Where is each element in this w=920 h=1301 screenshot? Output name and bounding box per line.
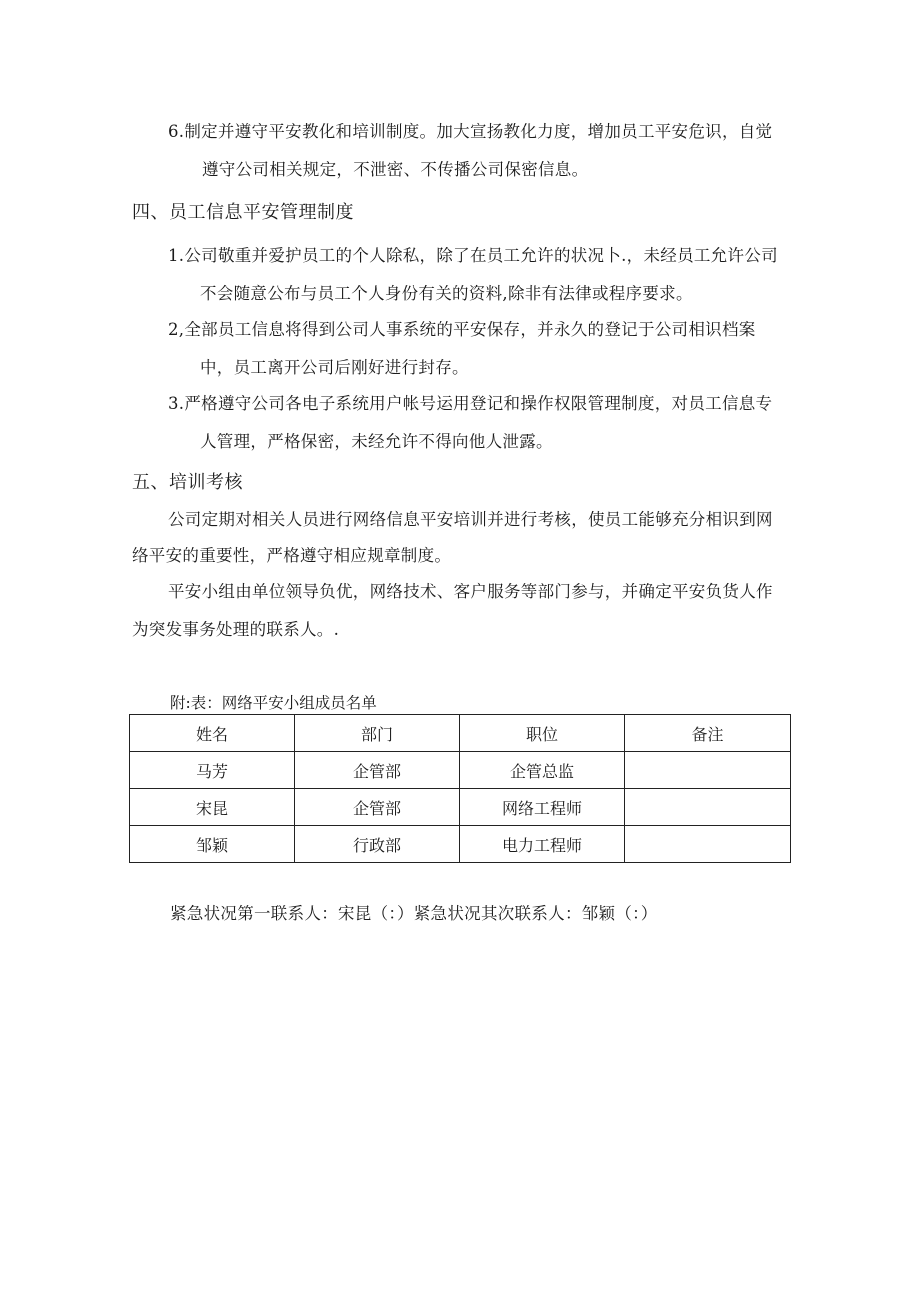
header-name: 姓名 — [130, 715, 295, 752]
table-row — [130, 826, 791, 863]
members-table — [129, 714, 791, 863]
section5-para1-line2: 络平安的重要性，严格遵守相应规章制度。 — [132, 546, 452, 565]
cell-name: 宋昆 — [130, 789, 295, 826]
cell-position: 企管总监 — [460, 752, 625, 789]
section4-item1-line2: 不会随意公布与员工个人身份有关的资料,除非有法律或程序要求。 — [200, 284, 693, 303]
header-remarks: 备注 — [625, 715, 791, 752]
cell-name: 马芳 — [130, 752, 295, 789]
section5-para1-line1: 公司定期对相关人员进行网络信息平安培训并进行考核，使员工能够充分相识到网 — [168, 510, 773, 529]
cell-position: 电力工程师 — [460, 826, 625, 863]
cell-department: 企管部 — [295, 752, 460, 789]
cell-name: 邹颖 — [130, 826, 295, 863]
table-row — [130, 752, 791, 789]
item6-line1: 6.制定并遵守平安教化和培训制度。加大宣扬教化力度，增加员工平安危识，自觉 — [168, 122, 773, 141]
table-header-row — [130, 715, 791, 752]
table-row — [130, 789, 791, 826]
section4-item2-line2: 中，员工离开公司后刚好进行封存。 — [200, 358, 469, 377]
emergency-contacts: 紧急状况第一联系人：宋昆（：）紧急状况其次联系人：邹颖（：） — [170, 904, 658, 923]
header-department: 部门 — [295, 715, 460, 752]
section4-item1-line1: 1.公司敬重并爱护员工的个人除私，除了在员工允许的状况卜.，未经员工允许公司 — [168, 246, 778, 265]
cell-remarks — [625, 789, 791, 826]
header-position: 职位 — [460, 715, 625, 752]
cell-department: 企管部 — [295, 789, 460, 826]
table-caption: 附:表：网络平安小组成员名单 — [170, 694, 377, 712]
cell-position: 网络工程师 — [460, 789, 625, 826]
section4-item2-line1: 2,全部员工信息将得到公司人事系统的平安保存，并永久的登记于公司相识档案 — [168, 320, 756, 339]
cell-department: 行政部 — [295, 826, 460, 863]
section5-heading: 五、培训考核 — [132, 472, 243, 493]
cell-remarks — [625, 752, 791, 789]
item6-line2: 遵守公司相关规定，不泄密、不传播公司保密信息。 — [202, 160, 589, 179]
section4-heading: 四、员工信息平安管理制度 — [132, 202, 354, 223]
cell-remarks — [625, 826, 791, 863]
section4-item3-line2: 人管理，严格保密，未经允许不得向他人泄露。 — [200, 432, 553, 451]
section5-para2-line2: 为突发事务处理的联系人。. — [132, 620, 340, 639]
section5-para2-line1: 平安小组由单位领导负优，网络技术、客户服务等部门参与，并确定平安负货人作 — [168, 582, 773, 601]
section4-item3-line1: 3.严格遵守公司各电子系统用户帐号运用登记和操作权限管理制度，对员工信息专 — [168, 394, 773, 413]
